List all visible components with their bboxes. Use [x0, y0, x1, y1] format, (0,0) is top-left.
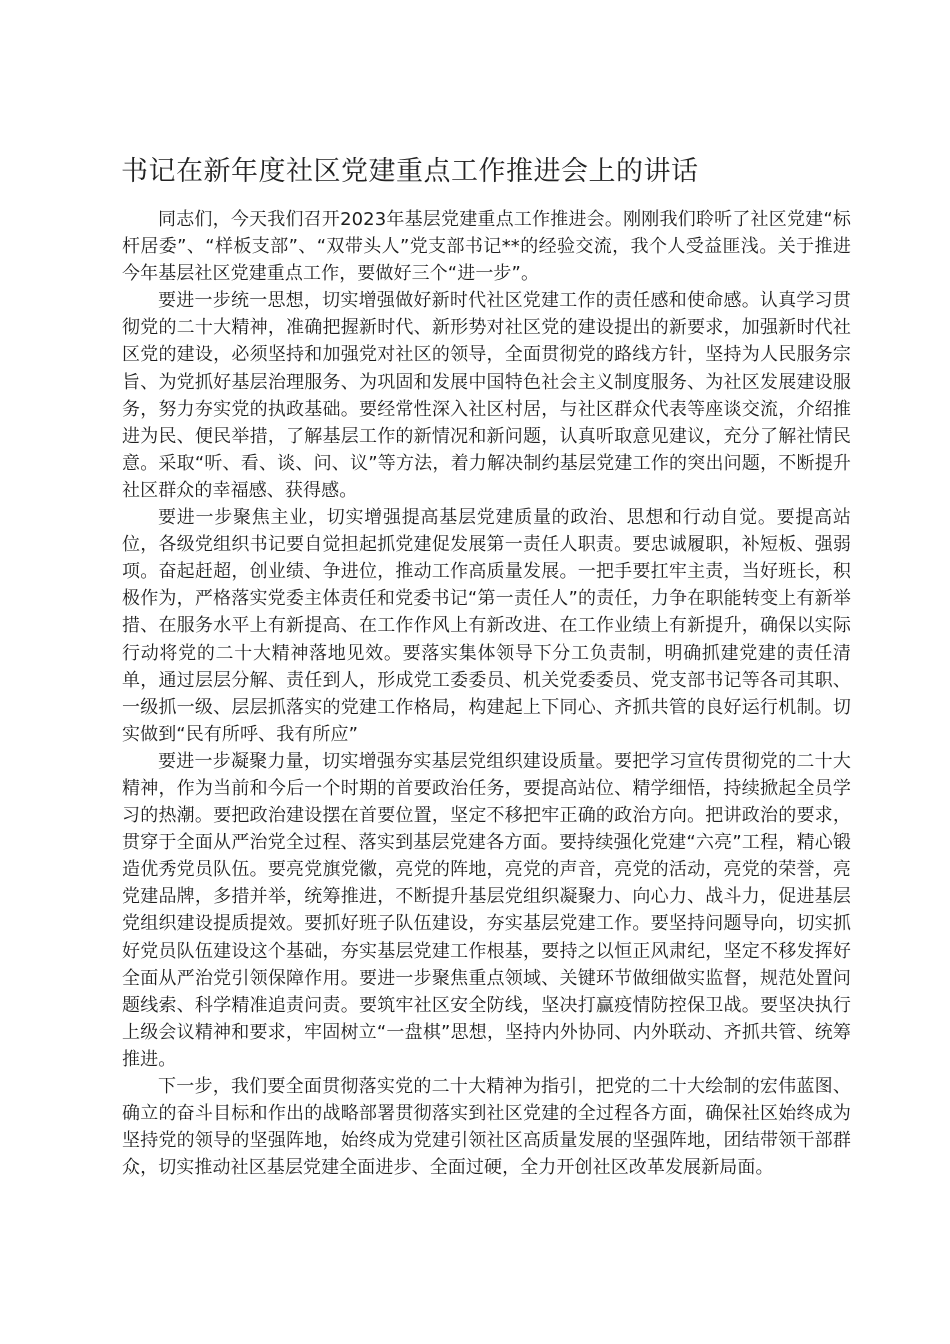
- paragraph-next-steps: 下一步，我们要全面贯彻落实党的二十大精神为指引，把党的二十大绘制的宏伟蓝图、确立的奋斗目标和作出的战略部署贯彻落实到社区党建的全过程各方面，确保社区始终成为坚持党的领导的坚强阵地，始终成为党建引领社区高质量发展的坚强阵地，团结带领干部群众，切实推动社区基层党建全面进步、全面过硬，全力开创社区改革发展新局面。: [122, 1076, 851, 1179]
- paragraph-unify-thinking: 要进一步统一思想，切实增强做好新时代社区党建工作的责任感和使命感。认真学习贯彻党的二十大精神，准确把握新时代、新形势对社区党的建设提出的新要求，加强新时代社区党的建设，必须坚持和加强党对社区的领导，全面贯彻党的路线方针，坚持为人民服务宗旨、为党抓好基层治理服务、为巩固和发展中国特色社会主义制度服务、为社区发展建设服务，努力夯实党的执政基础。要经常性深入社区村居，与社区群众代表等座谈交流，介绍推进为民、便民举措，了解基层工作的新情况和新问题，认真听取意见建议，充分了解社情民意。采取“听、看、谈、问、议”等方法，着力解决制约基层党建工作的突出问题，不断提升社区群众的幸福感、获得感。: [122, 290, 851, 501]
- document-body: [122, 206, 851, 1181]
- paragraph-opening: 同志们，今天我们召开2023年基层党建重点工作推进会。刚刚我们聆听了社区党建“标杆居委”、“样板支部”、“双带头人”党支部书记**的经验交流，我个人受益匪浅。关于推进今年基层社区党建重点工作，要做好三个“进一步”。: [122, 209, 851, 285]
- paragraph-gather-strength: 要进一步凝聚力量，切实增强夯实基层党组织建设质量。要把学习宣传贯彻党的二十大精神，作为当前和今后一个时期的首要政治任务，要提高站位、精学细悟，持续掀起全员学习的热潮。要把政治建设摆在首要位置，坚定不移把牢正确的政治方向。把讲政治的要求，贯穿于全面从严治党全过程、落实到基层党建各方面。要持续强化党建“六亮”工程，精心锻造优秀党员队伍。要亮党旗党徽，亮党的阵地，亮党的声音，亮党的活动，亮党的荣誉，亮党建品牌，多措并举，统筹推进，不断提升基层党组织凝聚力、向心力、战斗力，促进基层党组织建设提质提效。要抓好班子队伍建设，夯实基层党建工作。要坚持问题导向，切实抓好党员队伍建设这个基础，夯实基层党建工作根基，要持之以恒正风肃纪，坚定不移发挥好全面从严治党引领保障作用。要进一步聚焦重点领域、关键环节做细做实监督，规范处置问题线索、科学精准追责问责。要筑牢社区安全防线，坚决打赢疫情防控保卫战。要坚决执行上级会议精神和要求，牢固树立“一盘棋”思想，坚持内外协同、内外联动、齐抓共管、统筹推进。: [122, 750, 851, 1070]
- document-title: 书记在新年度社区党建重点工作推进会上的讲话: [121, 156, 699, 187]
- paragraph-focus-main-business: 要进一步聚焦主业，切实增强提高基层党建质量的政治、思想和行动自觉。要提高站位，各级党组织书记要自觉担起抓党建促发展第一责任人职责。要忠诚履职，补短板、强弱项。奋起赶超，创业绩、争进位，推动工作高质量发展。一把手要扛牢主责，当好班长，积极作为，严格落实党委主体责任和党委书记“第一责任人”的责任，力争在职能转变上有新举措、在服务水平上有新提高、在工作作风上有新改进、在工作业绩上有新提升，确保以实际行动将党的二十大精神落地见效。要落实集体领导下分工负责制，明确抓建党建的责任清单，通过层层分解、责任到人，形成党工委委员、机关党委委员、党支部书记等各司其职、一级抓一级、层层抓落实的党建工作格局，构建起上下同心、齐抓共管的良好运行机制。切实做到“民有所呼、我有所应”: [122, 507, 851, 745]
